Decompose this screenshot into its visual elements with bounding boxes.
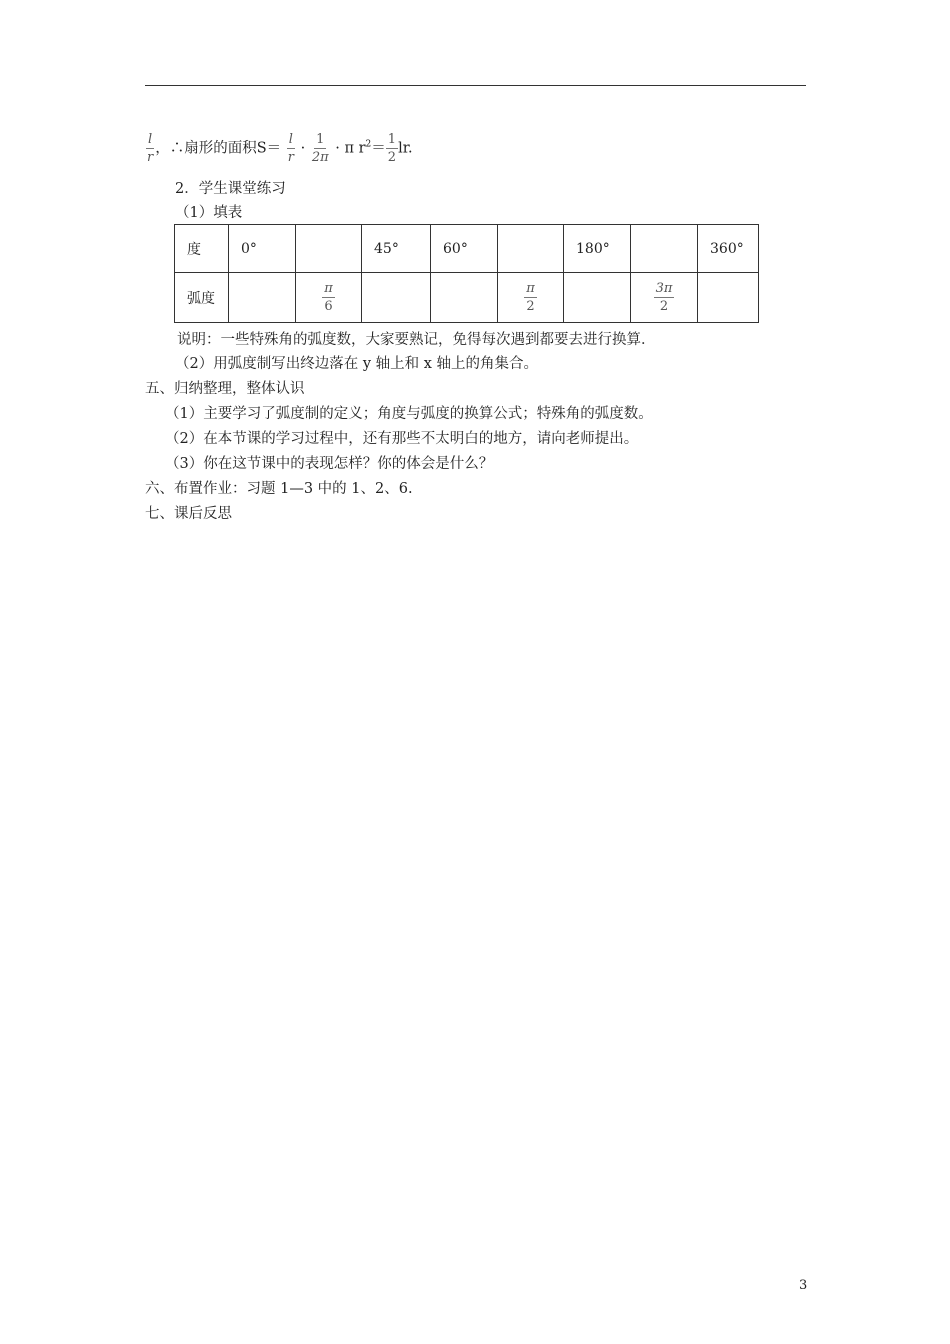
section-5-item-1: （1）主要学习了弧度制的定义；角度与弧度的换算公式；特殊角的弧度数。 bbox=[165, 406, 653, 422]
table-cell bbox=[698, 273, 759, 323]
table-cell bbox=[431, 273, 498, 323]
page-number: 3 bbox=[799, 1278, 808, 1293]
fraction-l-over-r-2: $\frac{l}{r}$ bbox=[287, 132, 294, 165]
table-cell: 弧度 bbox=[175, 273, 229, 323]
table-row-degrees bbox=[175, 225, 759, 273]
table-cell: 360° bbox=[698, 225, 759, 273]
table-cell bbox=[229, 273, 296, 323]
fraction-1-over-2: $\frac{1}{2}$ bbox=[387, 132, 397, 165]
area-formula-line: $\frac{l}{r}$ ，∴扇形的面积S＝ $\frac{l}{r}$ · $\frac{1}{2\pi}$ · π $r^2=$ $\frac{1}{2}$ lr. bbox=[147, 132, 413, 165]
table-cell bbox=[631, 273, 698, 323]
table-cell: 180° bbox=[564, 225, 631, 273]
table-cell bbox=[564, 273, 631, 323]
fraction-pi-over-6: $\frac{\pi}{6}$ bbox=[324, 281, 333, 314]
table-cell: 45° bbox=[362, 225, 431, 273]
section-6-heading: 六、布置作业：习题 1—3 中的 1、2、6. bbox=[145, 481, 413, 497]
header-rule bbox=[145, 85, 806, 86]
table-cell bbox=[631, 225, 698, 273]
section-7-heading: 七、课后反思 bbox=[145, 506, 232, 522]
section-5-item-2: （2）在本节课的学习过程中，还有那些不太明白的地方，请向老师提出。 bbox=[165, 431, 639, 447]
table-cell bbox=[362, 273, 431, 323]
table-row-radians bbox=[175, 273, 759, 323]
fraction-l-over-r: $\frac{l}{r}$ bbox=[147, 132, 154, 165]
note-line: 说明：一些特殊角的弧度数，大家要熟记，免得每次遇到都要去进行换算． bbox=[177, 332, 656, 348]
table-cell bbox=[296, 273, 362, 323]
table-cell: 60° bbox=[431, 225, 498, 273]
practice-heading: 2．学生课堂练习 bbox=[175, 181, 286, 197]
section-5-heading: 五、归纳整理，整体认识 bbox=[145, 381, 305, 397]
table-cell bbox=[296, 225, 362, 273]
fraction-1-over-2pi: $\frac{1}{2\pi}$ bbox=[311, 132, 329, 165]
table-cell: 0° bbox=[229, 225, 296, 273]
fraction-pi-over-2: $\frac{\pi}{2}$ bbox=[526, 281, 535, 314]
degree-radian-table bbox=[174, 224, 759, 323]
table-cell: 度 bbox=[175, 225, 229, 273]
fill-table-label: （1）填表 bbox=[175, 205, 243, 221]
table-cell bbox=[498, 273, 564, 323]
question-2-line: （2）用弧度制写出终边落在 y 轴上和 x 轴上的角集合。 bbox=[175, 356, 539, 372]
section-5-item-3: （3）你在这节课中的表现怎样？你的体会是什么？ bbox=[165, 456, 494, 472]
table-cell bbox=[498, 225, 564, 273]
fraction-3pi-over-2: $\frac{3\pi}{2}$ bbox=[655, 281, 673, 314]
